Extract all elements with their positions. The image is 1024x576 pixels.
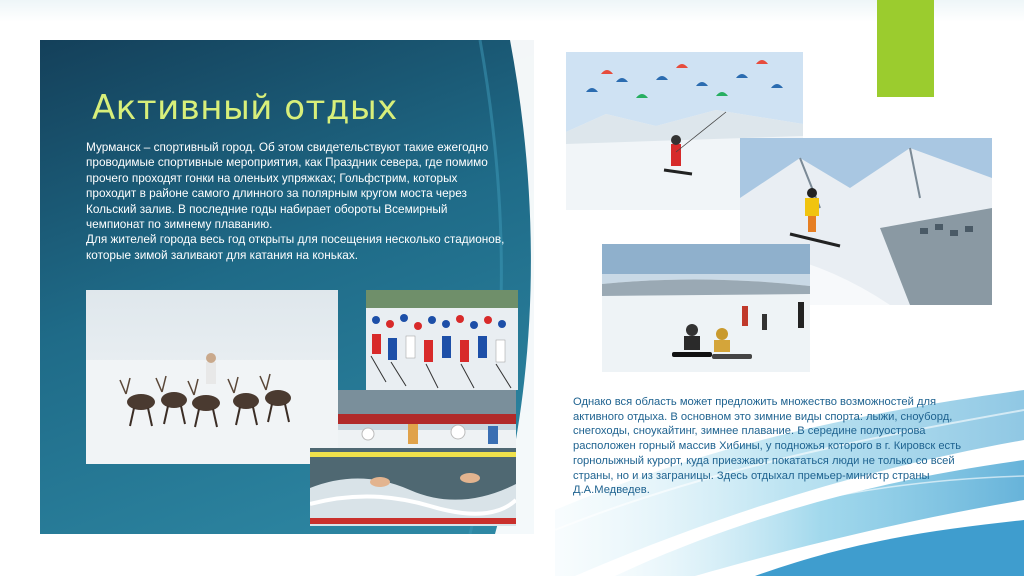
ski-marathon-photo (366, 290, 518, 390)
reindeer-race-photo (86, 290, 338, 464)
main-text (86, 140, 506, 263)
right-text-block (573, 395, 968, 498)
paragraph-1: Мурманск – спортивный город. Об этом свидетельствуют такие ежегодно проводимые спортивные мероприятия, как Праздник севера, где помимо прочего проходят гонки на оленьих упряжках; Гольфстрим, которых проходит в районе самого длинного за полярным кругом моста через Кольский залив. В последние годы набирает обороты Всемирный чемпионат по зимнему плаванию. (86, 140, 489, 232)
top-strip (0, 0, 1024, 22)
accent-tab (877, 0, 934, 97)
ice-swimming-photo (310, 448, 516, 526)
right-paragraph: Однако вся область может предложить множество возможностей для активного отдыха. В основном это зимние виды спорта: лыжи, сноуборд, снегоходы, сноукайтинг, зимнее плавание. В середине полуострова расположен горный массив Хибины, у подножья которого в г. Кировск есть горнолыжный курорт, куда приезжают покататься люди не только со всей страны, но и из заграницы. Здесь отдыхал премьер-министр страны Д.А.Медведев. (573, 396, 962, 497)
slide-title: Активный отдых (92, 88, 398, 128)
snowboarders-photo (602, 244, 810, 372)
paragraph-2: Для жителей города весь год открыты для посещения несколько стадионов, которые зимой заливают для катания на коньках. (86, 232, 505, 262)
